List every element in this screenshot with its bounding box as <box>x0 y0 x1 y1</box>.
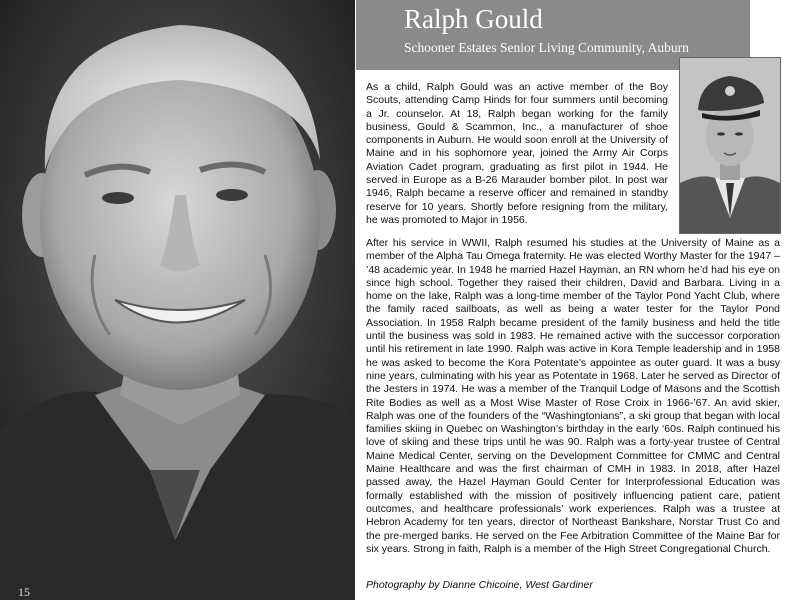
portrait-photo <box>0 0 355 600</box>
location-subtitle: Schooner Estates Senior Living Community, Auburn <box>404 40 689 55</box>
military-portrait-illustration <box>680 58 780 233</box>
portrait-illustration <box>0 0 355 600</box>
person-name: Ralph Gould <box>404 4 543 34</box>
military-portrait-photo <box>679 57 781 234</box>
page-number: 15 <box>18 585 30 599</box>
photo-credit: Photography by Dianne Chicoine, West Gardiner <box>366 579 593 591</box>
biography-paragraph-1: As a child, Ralph Gould was an active member of the Boy Scouts, attending Camp Hinds for four summers until becoming a Jr. counselor. At 18, Ralph began working for the family business, Gould & Scammon, Inc., a manufacturer of shoe components in Auburn. He would soon enroll at the University of Maine and in his sophomore year, joined the Army Air Corps Aviation Cadet program, graduating as first pilot in 1944. He served in Europe as a B-26 Marauder bomber pilot. In post war 1946, Ralph became a reserve officer and remained in standby reserve for 10 years. Shortly before resigning from the military, he was promoted to Major in 1956. <box>366 81 668 226</box>
biography-paragraph-2: After his service in WWII, Ralph resumed his studies at the University of Maine as a member of the Alpha Tau Omega fraternity. He was elected Worthy Master for the 1947 – ’48 academic year. In 1948 he married Hazel Hayman, an RN whom he’d had his eye on since high school. Together they raised their children, David and Barbara. Living in a home on the lake, Ralph was a long-time member of the Taylor Pond Yacht Club, where the family raced sailboats, as well as being a water tester for the Taylor Pond Association. In 1958 Ralph became president of the family business and held the title until the business was sold in 1983. He remained active with the successor corporation until his retirement in late 1990. Ralph was active in Kora Temple leadership and in 1958 he was asked to become the Kora Potentate’s appointee as outer guard. It was a busy nine years, culminating with his year as Potentate in 1968. Later he served as Director of the Jesters in 1974. He was a member of the Tranquil Lodge of Masons and the Scottish Rite Bodies as well as a Most Wise Master of Rose Croix in 1966-’67. An avid skier, Ralph was one of the founders of the “Washingtonians”, a ski group that began with local families skiing in Quebec on Washington’s birthday in the early ‘60s. Ralph continued his love of skiing and these trips until he was 90. Ralph was a forty-year trustee of Central Maine Medical Center, serving on the Development Committee for CMMC and Central Maine Healthcare and was the first chairman of CMH in 1983. In 2018, after Hazel passed away, the Hazel Hayman Gould Center for Interprofessional Education was formally established with the mission of positively influencing patient care, patient outcomes, and healthcare professionals’ work experiences. Ralph was a trustee at Hebron Academy for ten years, director of Northeast Bankshare, Norstar Trust Co and the pre-merged banks. He served on the Fee Arbitration Committee of the Maine Bar for six years. Strong in faith, Ralph is a member of the High Street Congregational Church. <box>366 237 780 555</box>
